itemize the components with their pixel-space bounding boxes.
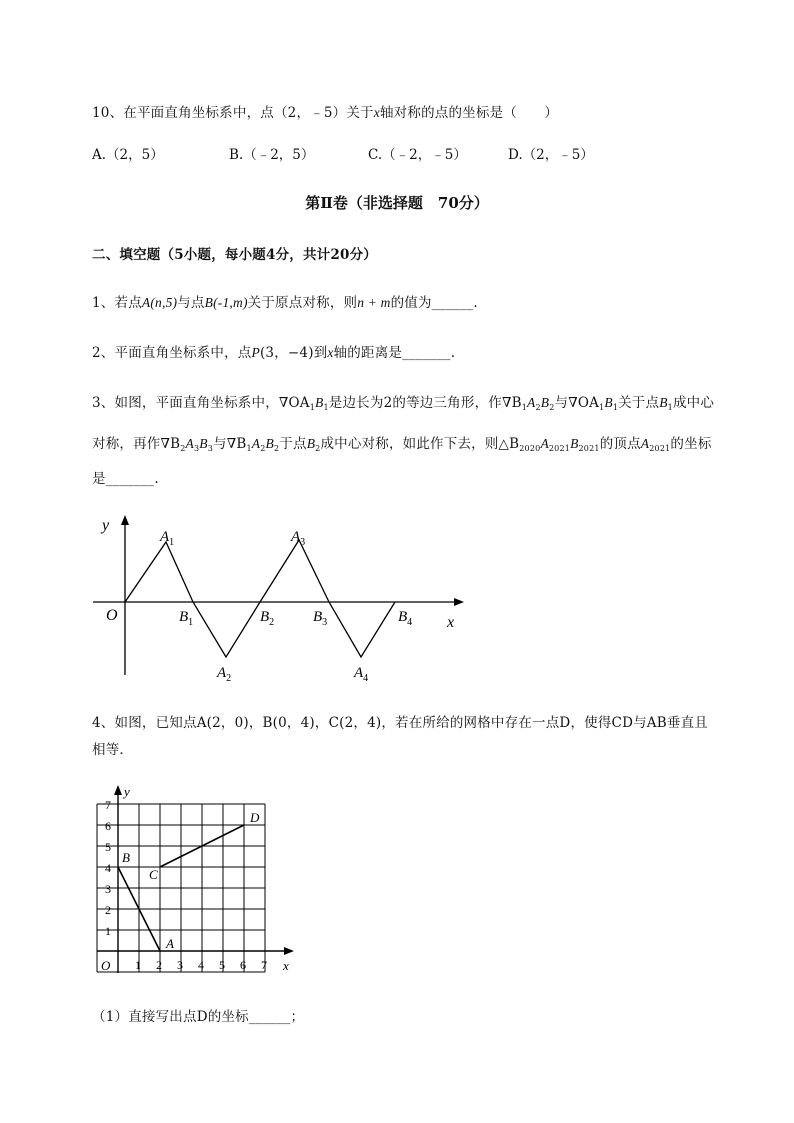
- x-axis-label: x: [447, 614, 455, 631]
- y-axis-label: y: [102, 517, 110, 534]
- label-a3: $A_3$: [291, 529, 306, 548]
- fill-q4-sub1: （1）直接写出点D的坐标______；: [92, 1009, 305, 1025]
- label-d: D: [250, 810, 260, 825]
- y-tick-label: 7: [105, 798, 111, 812]
- fill-q4-line2: 相等．: [92, 742, 134, 758]
- q10-option-c: C.（﹣2，﹣5）: [368, 147, 467, 163]
- y-tick-label: 1: [105, 924, 111, 938]
- y-axis-label: y: [124, 784, 130, 799]
- fill-q1: 1、若点A(n,5)与点B(-1,m)关于原点对称，则n + m的值为______.: [92, 295, 478, 311]
- y-tick-label: 5: [105, 840, 111, 854]
- y-tick-label: 4: [105, 861, 111, 875]
- x-tick-label: 7: [261, 958, 267, 972]
- x-tick-label: 4: [198, 958, 204, 972]
- section2-title: 第Ⅱ卷（非选择题 70分）: [305, 194, 489, 212]
- origin-label: O: [101, 958, 111, 973]
- label-b2: $B_2$: [260, 609, 275, 628]
- part2-heading: 二、填空题（5小题，每小题4分，共计20分）: [92, 247, 377, 263]
- y-tick-label: 3: [105, 882, 111, 896]
- label-b1: $B_1$: [179, 609, 194, 628]
- q10-option-a: A.（2，5）: [92, 147, 164, 163]
- x-axis-arrow: [454, 598, 464, 606]
- label-b3: $B_3$: [313, 609, 328, 628]
- label-a1: $A_1$: [160, 529, 175, 548]
- origin-label: O: [106, 607, 118, 624]
- zigzag-line: [125, 540, 395, 657]
- x-tick-label: 1: [135, 958, 141, 972]
- x-axis-label: x: [283, 958, 289, 973]
- x-tick-label: 6: [240, 958, 246, 972]
- fill-q3-line1: 3、如图，平面直角坐标系中，$\nabla OA_1B_1$是边长为2的等边三角形，作$\nabla B_1A_2B_2$与$\nabla OA_1B_1$关于点$B_1$成中心: [92, 395, 715, 412]
- y-axis-arrow: [121, 515, 129, 525]
- x-tick-label: 5: [219, 958, 225, 972]
- x-axis-arrow: [284, 947, 294, 955]
- q10-option-b: B.（﹣2，5）: [229, 147, 315, 163]
- figure-zigzag: [90, 505, 475, 685]
- y-tick-label: 6: [105, 819, 111, 833]
- label-c: C: [149, 867, 158, 882]
- label-a4: $A_4$: [354, 665, 369, 684]
- fill-q2: 2、平面直角坐标系中，点P(3，−4)到x轴的距离是_______.: [92, 345, 456, 361]
- x-tick-label: 3: [177, 958, 183, 972]
- label-a: A: [166, 936, 174, 951]
- x-tick-label: 2: [156, 958, 162, 972]
- y-tick-labels: [105, 798, 111, 938]
- x-tick-labels: [135, 958, 267, 972]
- fill-q4-line1: 4、如图，已知点A(2，0)，B(0，4)，C(2，4)，若在所给的网格中存在一点D，使得CD与AB垂直且: [92, 715, 708, 731]
- y-axis-arrow: [114, 785, 122, 795]
- grid-lines: [97, 804, 265, 972]
- label-b: B: [122, 850, 130, 865]
- q10-stem: 10、在平面直角坐标系中，点（2，﹣5）关于x轴对称的点的坐标是（ ）: [92, 105, 559, 121]
- y-tick-label: 2: [105, 903, 111, 917]
- fill-q3-line2: 对称，再作$\nabla B_2A_3B_3$与$\nabla B_1A_2B_2$于点$B_2$成中心对称，如此作下去，则$\triangle B_{2020}A_{2021}B_{2021}$的顶点$A_{2021}$的坐标: [92, 436, 712, 453]
- q10-option-d: D.（2，﹣5）: [508, 147, 594, 163]
- figure-grid: [90, 780, 305, 980]
- label-b4: $B_4$: [398, 609, 413, 628]
- fill-q3-line3: 是_______.: [92, 471, 159, 487]
- label-a2: $A_2$: [217, 665, 232, 684]
